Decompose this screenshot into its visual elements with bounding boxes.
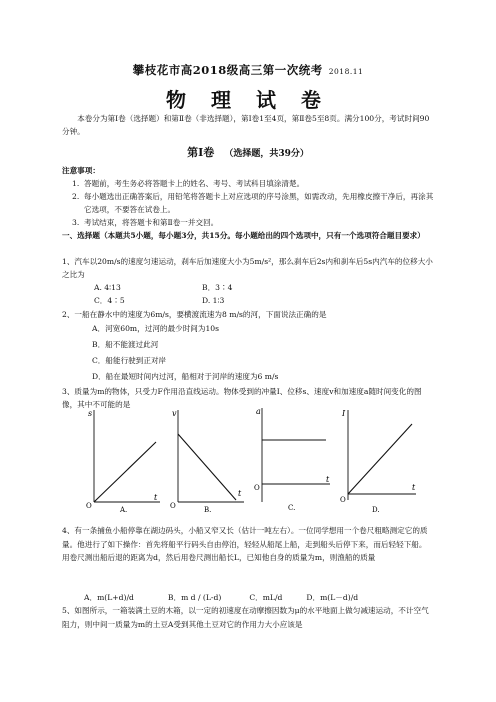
graph-b bbox=[166, 404, 248, 516]
q1-option-d: D. 1∶3 bbox=[202, 296, 225, 305]
section-note: （选择题，共39分） bbox=[224, 149, 309, 159]
q4-option-d: D．m(L－d)/d bbox=[306, 593, 359, 602]
graph-b-caption: B. bbox=[204, 506, 212, 514]
graph-a-line bbox=[94, 442, 156, 502]
graph-c-y-label: a bbox=[256, 407, 261, 416]
q4-option-c: C．mL/d bbox=[249, 593, 283, 602]
graph-c bbox=[250, 404, 334, 516]
exam-title-text: 攀枝花市高2018级高三第一次统考 bbox=[132, 63, 323, 77]
part1-heading: 一、选择题（本题共5小题，每小题3分，共15分。每小题给出的四个选项中，只有一个选项符合题目要求） bbox=[62, 231, 425, 240]
question-4-stem: 4、有一条捕鱼小船停靠在湖边码头，小船又窄又长（估计一吨左右）。一位同学想用一个卷尺粗略测定它的质量。他进行了如下操作：首先将船平行码头自由停泊，轻轻从船尾上船，走到船头后停下来，而后轻轻下船。用卷尺测出船后退的距离为d，然后用卷尺测出船长L，已知他自身的质量为m，则渔船的质量 bbox=[62, 526, 428, 562]
graph-d bbox=[336, 404, 420, 516]
exam-date: 2018.11 bbox=[328, 67, 364, 76]
graph-c-origin: O bbox=[254, 484, 260, 492]
question-5-stem: 5、如图所示，一箱装满土豆的木箱，以一定的初速度在动摩擦因数为μ的水平地面上做匀减速运动，不计空气阻力，则中间一质量为m的土豆A受到其他土豆对它的作用力大小应该是 bbox=[62, 606, 429, 629]
notice-heading: 注意事项： bbox=[62, 166, 100, 175]
graph-d-origin: O bbox=[340, 496, 346, 504]
question-2-stem: 2、一船在静水中的速度为6m/s，要横渡流速为8 m/s的河，下面说法正确的是 bbox=[62, 310, 327, 319]
notice-item bbox=[62, 190, 434, 216]
graph-a-caption: A. bbox=[120, 506, 128, 514]
graph-a-x-label: t bbox=[154, 493, 158, 502]
graph-d-x-label: t bbox=[412, 483, 416, 492]
graph-b-y-label: v bbox=[172, 409, 177, 418]
q4-option-a: A．m(L+d)/d bbox=[84, 593, 134, 602]
question-4-options bbox=[84, 591, 444, 604]
graph-d-caption: D. bbox=[372, 506, 380, 514]
exam-title bbox=[0, 62, 496, 78]
question-3-stem: 3、质量为m的物体，只受力F作用沿直线运动。物体受到的冲量I、位移s、速度v和加速度a随时间变化的图像，其中不可能的是 bbox=[62, 387, 422, 409]
notice-item-text: 考试结束，将答题卡和第Ⅱ卷一并交回。 bbox=[84, 218, 219, 227]
q2-option-b: B．船不能渡过此河 bbox=[92, 340, 159, 349]
graph-c-x-label: t bbox=[326, 475, 330, 484]
graph-b-x-label: t bbox=[238, 489, 242, 498]
graph-a-y-label: s bbox=[88, 409, 93, 418]
question-1-options-row2 bbox=[94, 294, 394, 307]
q2-option-a: A．河宽60m，过河的最少时间为10s bbox=[92, 324, 220, 333]
notice-item-number: 2. bbox=[72, 192, 80, 201]
graph-d-y-label: I bbox=[342, 409, 346, 418]
q2-option-d: D．船在最短时间内过河，船相对于河岸的速度为6 m/s bbox=[92, 372, 279, 381]
notice-item-text: 每小题选出正确答案后，用铅笔将答题卡上对应选项的序号涂黑，如需改动，先用橡皮擦干净后，再涂其它选项，不要答在试卷上。 bbox=[84, 192, 434, 214]
section-title bbox=[0, 144, 496, 160]
q4-option-b: B．m d / (L-d) bbox=[167, 593, 222, 602]
graph-a bbox=[82, 404, 164, 516]
q1-option-a: A. 4∶13 bbox=[94, 283, 121, 292]
question-1-options-row1 bbox=[94, 281, 394, 294]
notice-item bbox=[62, 177, 434, 190]
question-1-stem: 1、汽车以20m/s的速度匀速运动，刹车后加速度大小为5m/s²，那么刹车后2s内和刹车后5s内汽车的位移大小之比为 bbox=[62, 257, 433, 279]
subject-title: 物 理 试 卷 bbox=[166, 88, 330, 112]
section-title-text: 第Ⅰ卷 bbox=[187, 146, 215, 159]
graph-b-origin: O bbox=[170, 502, 176, 510]
exam-intro: 本卷分为第Ⅰ卷（选择题）和第Ⅱ卷（非选择题），第Ⅰ卷1至4页，第Ⅱ卷5至8页。满分100分，考试时间90分钟。 bbox=[62, 114, 430, 136]
graph-b-line bbox=[178, 434, 236, 500]
notice-item-number: 3. bbox=[72, 218, 80, 227]
q1-option-b: B．3∶4 bbox=[202, 283, 233, 292]
notice-item-number: 1. bbox=[72, 179, 80, 188]
graph-c-caption: C. bbox=[288, 504, 296, 512]
q1-option-c: C．4∶5 bbox=[94, 296, 125, 305]
notice-item-text: 答题前，考生务必将答题卡上的姓名、考号、考试科目填涂清楚。 bbox=[84, 179, 305, 188]
q2-option-c: C．船能行驶到正对岸 bbox=[92, 356, 167, 365]
notice-block bbox=[62, 164, 434, 229]
graph-a-origin: O bbox=[86, 502, 92, 510]
notice-item bbox=[62, 216, 434, 229]
graph-d-line bbox=[348, 424, 412, 494]
